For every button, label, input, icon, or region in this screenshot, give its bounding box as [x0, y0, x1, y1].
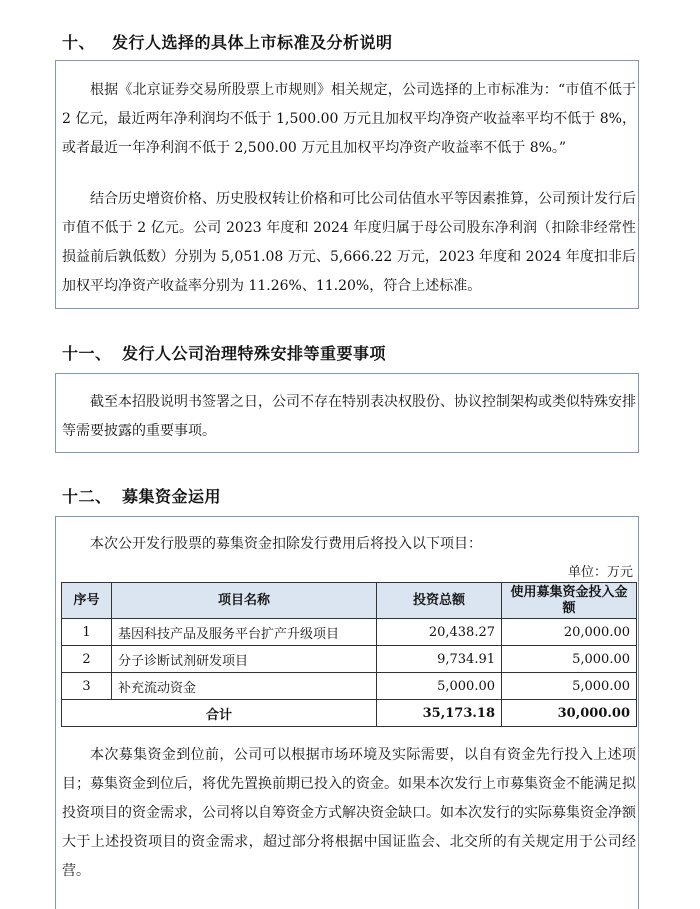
section-11-number: 十一、 [62, 344, 112, 363]
row-no: 2 [62, 646, 112, 673]
table-total-row [62, 700, 637, 727]
section-10-paragraph-2: 结合历史增资价格、历史股权转让价格和可比公司估值水平等因素推算，公司预计发行后市值不低于 2 亿元。公司 2023 年度和 2024 年度归属于母公司股东净利润（扣除非经常性损益前后孰低数）分别为 5,051.08 万元、5,666.22 万元，2023 年度和 2024 年度扣非后加权平均净资产收益率分别为 11.26%、11.20%，符合上述标准。 [62, 191, 636, 294]
total-investment: 35,173.18 [377, 700, 502, 727]
table-row [62, 619, 637, 646]
section-12-number: 十二、 [62, 487, 112, 506]
header-no: 序号 [62, 583, 112, 619]
section-10-title: 发行人选择的具体上市标准及分析说明 [112, 33, 393, 52]
row-total-investment: 20,438.27 [377, 619, 502, 646]
row-raised-funds: 5,000.00 [502, 673, 637, 700]
section-12-intro: 本次公开发行股票的募集资金扣除发行费用后将投入以下项目： [90, 536, 482, 552]
row-project-name: 补充流动资金 [112, 673, 377, 700]
table-row [62, 673, 637, 700]
table-row [62, 646, 637, 673]
unit-label: 单位：万元 [567, 565, 633, 580]
fund-usage-table [61, 582, 637, 727]
section-11-paragraph: 截至本招股说明书签署之日，公司不存在特别表决权股份、协议控制架构或类似特殊安排等需要披露的重要事项。 [62, 394, 636, 439]
total-label: 合计 [62, 700, 377, 727]
section-12-closing: 本次募集资金到位前，公司可以根据市场环境及实际需要，以自有资金先行投入上述项目；募集资金到位后，将优先置换前期已投入的资金。如果本次发行上市募集资金不能满足拟投资项目的资金需求，公司将以自筹资金方式解决资金缺口。如本次发行的实际募集资金净额大于上述投资项目的资金需求，超过部分将根据中国证监会、北交所的有关规定用于公司经营。 [62, 747, 636, 879]
row-project-name: 分子诊断试剂研发项目 [112, 646, 377, 673]
section-10-paragraph-1: 根据《北京证券交易所股票上市规则》相关规定，公司选择的上市标准为：“市值不低于 2 亿元，最近两年净利润均不低于 1,500.00 万元且加权平均净资产收益率平均不低于 8%，或者最近一年净利润不低于 2,500.00 万元且加权平均净资产收益率不低于 8%。” [62, 82, 636, 156]
row-no: 1 [62, 619, 112, 646]
section-12-title: 募集资金运用 [122, 487, 222, 506]
row-no: 3 [62, 673, 112, 700]
section-10-number: 十、 [62, 33, 96, 52]
header-raised-funds: 使用募集资金投入金额 [502, 583, 637, 619]
section-12-heading [62, 484, 221, 507]
total-raised-funds: 30,000.00 [502, 700, 637, 727]
section-11-heading [62, 341, 386, 364]
row-raised-funds: 20,000.00 [502, 619, 637, 646]
section-10-heading [62, 30, 393, 53]
section-11-title: 发行人公司治理特殊安排等重要事项 [122, 344, 387, 363]
row-total-investment: 9,734.91 [377, 646, 502, 673]
row-raised-funds: 5,000.00 [502, 646, 637, 673]
header-total-investment: 投资总额 [377, 583, 502, 619]
row-project-name: 基因科技产品及服务平台扩产升级项目 [112, 619, 377, 646]
table-header-row [62, 583, 637, 619]
row-total-investment: 5,000.00 [377, 673, 502, 700]
header-project-name: 项目名称 [112, 583, 377, 619]
